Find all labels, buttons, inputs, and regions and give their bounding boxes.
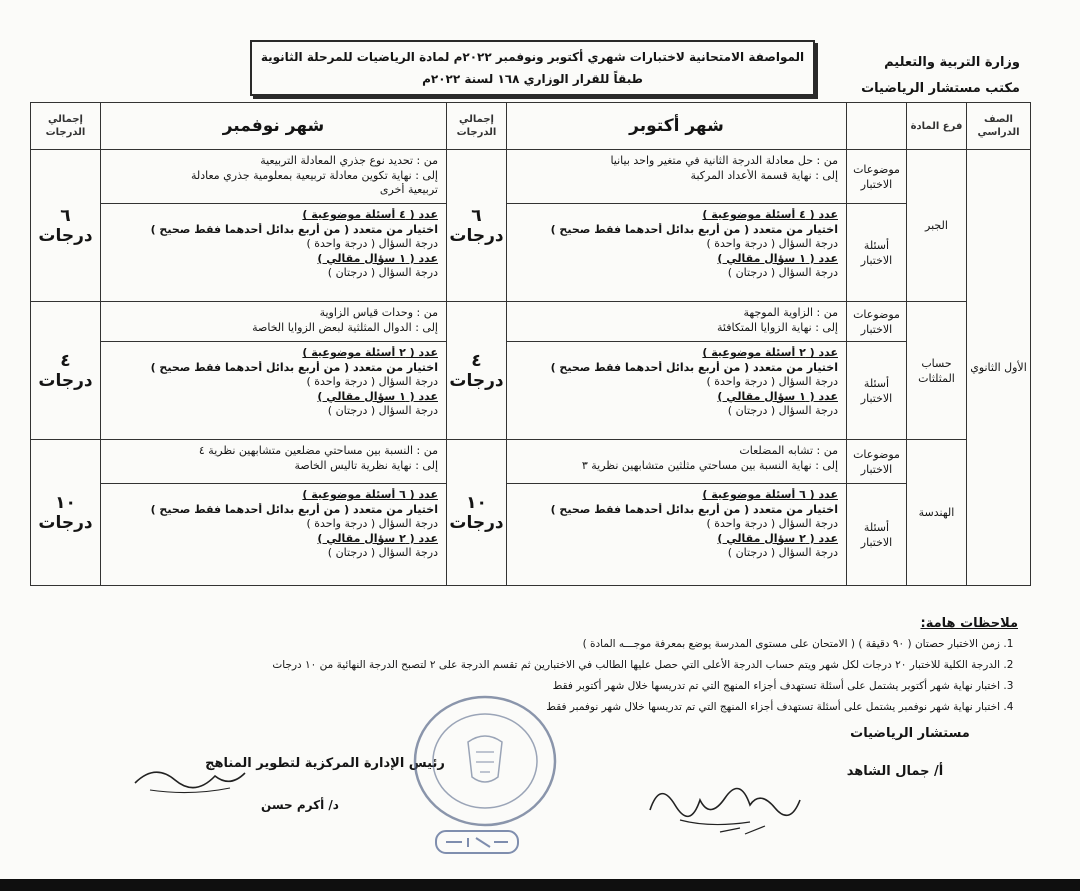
head-name: د/ أكرم حسن (261, 798, 339, 812)
table-row (31, 150, 1031, 204)
head-title: رئيس الإدارة المركزية لتطوير المناهج (205, 756, 445, 771)
november-total: ٤ درجات (31, 302, 101, 440)
advisor-name: أ/ جمال الشاهد (846, 764, 944, 779)
november-total: ١٠ درجات (31, 440, 101, 586)
october-total: ٤ درجات (447, 302, 507, 440)
ministry-header (810, 50, 1020, 102)
official-seal-icon (410, 692, 560, 830)
subject-cell: الهندسة (907, 440, 967, 586)
october-topics: من : حل معادلة الدرجة الثانية في متغير واحد بيانيا إلى : نهاية قسمة الأعداد المركبة (507, 150, 847, 204)
header-type (847, 103, 907, 150)
october-questions: عدد ( ٤ أسئلة موضوعية ) اختيار من متعدد ( من أربع بدائل أحدهما فقط صحيح ) درجة السؤال ( درجة واحدة ) عدد ( ١ سؤال مقالي ) درجة السؤال ( درجتان ) (507, 204, 847, 302)
table-row (31, 484, 1031, 586)
october-questions: عدد ( ٦ أسئلة موضوعية ) اختيار من متعدد ( من أربع بدائل أحدهما فقط صحيح ) درجة السؤال ( درجة واحدة ) عدد ( ٢ سؤال مقالي ) درجة السؤال ( درجتان ) (507, 484, 847, 586)
november-questions: عدد ( ٦ أسئلة موضوعية ) اختيار من متعدد ( من أربع بدائل أحدهما فقط صحيح ) درجة السؤال ( درجة واحدة ) عدد ( ٢ سؤال مقالي ) درجة السؤال ( درجتان ) (101, 484, 447, 586)
questions-label: أسئلة الاختبار (847, 342, 907, 440)
topics-label: موضوعات الاختبار (847, 440, 907, 484)
note-item: 2. الدرجة الكلية للاختبار ٢٠ درجات لكل شهر ويتم حساب الدرجة الأعلى التي حصل عليها الطالب في الاختبارين ثم تقسم الدرجة على ٢ لتصبح الدرجة النهائية من ١٠ درجات (38, 655, 1000, 676)
header-level: الصف الدراسي (967, 103, 1031, 150)
november-questions: عدد ( ٤ أسئلة موضوعية ) اختيار من متعدد ( من أربع بدائل أحدهما فقط صحيح ) درجة السؤال ( درجة واحدة ) عدد ( ١ سؤال مقالي ) درجة السؤال ( درجتان ) (101, 204, 447, 302)
header-october: شهر أكتوبر (507, 103, 847, 150)
blue-stamp-icon (432, 825, 522, 859)
subject-cell: حساب المثلثات (907, 302, 967, 440)
table-row (31, 440, 1031, 484)
subject-cell: الجبر (907, 150, 967, 302)
ministry-name: وزارة التربية والتعليم (884, 55, 1020, 70)
header-subject: فرع المادة (907, 103, 967, 150)
topics-label: موضوعات الاختبار (847, 302, 907, 342)
notes-title: ملاحظات هامة: (920, 616, 1018, 631)
bottom-edge (0, 879, 1080, 891)
table-header-row (31, 103, 1031, 150)
note-item: 1. زمن الاختبار حصتان ( ٩٠ دقيقة ) ( الامتحان على مستوى المدرسة يوضع بمعرفة موجـــه المادة ) (38, 634, 1000, 655)
office-name: مكتب مستشار الرياضيات (861, 81, 1020, 96)
document-title: المواصفة الامتحانية لاختبارات شهري أكتوبر ونوفمبر ٢٠٢٢م لمادة الرياضيات للمرحلة الثانوية (260, 50, 805, 64)
table-row (31, 204, 1031, 302)
note-item: 3. اختبار نهاية شهر أكتوبر يشتمل على أسئلة تستهدف أجزاء المنهج التي تم تدريسها خلال شهر أكتوبر فقط (38, 676, 1000, 697)
november-topics: من : النسبة بين مساحتي مضلعين متشابهين نظرية ٤ إلى : نهاية نظرية تاليس الخاصة (101, 440, 447, 484)
questions-label: أسئلة الاختبار (847, 484, 907, 586)
grade-level-cell: الأول الثانوي (967, 150, 1031, 586)
advisor-title: مستشار الرياضيات (850, 726, 970, 741)
header-november-total: إجمالي الدرجات (31, 103, 101, 150)
table-row (31, 342, 1031, 440)
exam-specification-table (30, 102, 1031, 586)
document-subtitle: طبقاً للقرار الوزاري ١٦٨ لسنة ٢٠٢٢م (422, 72, 643, 86)
november-topics: من : وحدات قياس الزاوية إلى : الدوال المثلثية لبعض الزوايا الخاصة (101, 302, 447, 342)
november-total: ٦ درجات (31, 150, 101, 302)
advisor-signature-icon (640, 770, 810, 840)
document-title-box (250, 40, 815, 96)
table-row (31, 302, 1031, 342)
questions-label: أسئلة الاختبار (847, 204, 907, 302)
header-october-total: إجمالي الدرجات (447, 103, 507, 150)
header-november: شهر نوفمبر (101, 103, 447, 150)
october-topics: من : تشابه المضلعات إلى : نهاية النسبة بين مساحتي مثلثين متشابهين نظرية ٣ (507, 440, 847, 484)
october-questions: عدد ( ٢ أسئلة موضوعية ) اختيار من متعدد ( من أربع بدائل أحدهما فقط صحيح ) درجة السؤال ( درجة واحدة ) عدد ( ١ سؤال مقالي ) درجة السؤال ( درجتان ) (507, 342, 847, 440)
head-signature-icon (130, 758, 250, 798)
october-total: ٦ درجات (447, 150, 507, 302)
november-topics: من : تحديد نوع جذري المعادلة التربيعية إلى : نهاية تكوين معادلة تربيعية بمعلومية جذري معادلة تربيعية أخرى (101, 150, 447, 204)
topics-label: موضوعات الاختبار (847, 150, 907, 204)
october-topics: من : الزاوية الموجهة إلى : نهاية الزوايا المتكافئة (507, 302, 847, 342)
note-item: 4. اختبار نهاية شهر نوفمبر يشتمل على أسئلة تستهدف أجزاء المنهج التي تم تدريسها خلال شهر نوفمبر فقط (38, 697, 1000, 718)
october-total: ١٠ درجات (447, 440, 507, 586)
november-questions: عدد ( ٢ أسئلة موضوعية ) اختيار من متعدد ( من أربع بدائل أحدهما فقط صحيح ) درجة السؤال ( درجة واحدة ) عدد ( ١ سؤال مقالي ) درجة السؤال ( درجتان ) (101, 342, 447, 440)
